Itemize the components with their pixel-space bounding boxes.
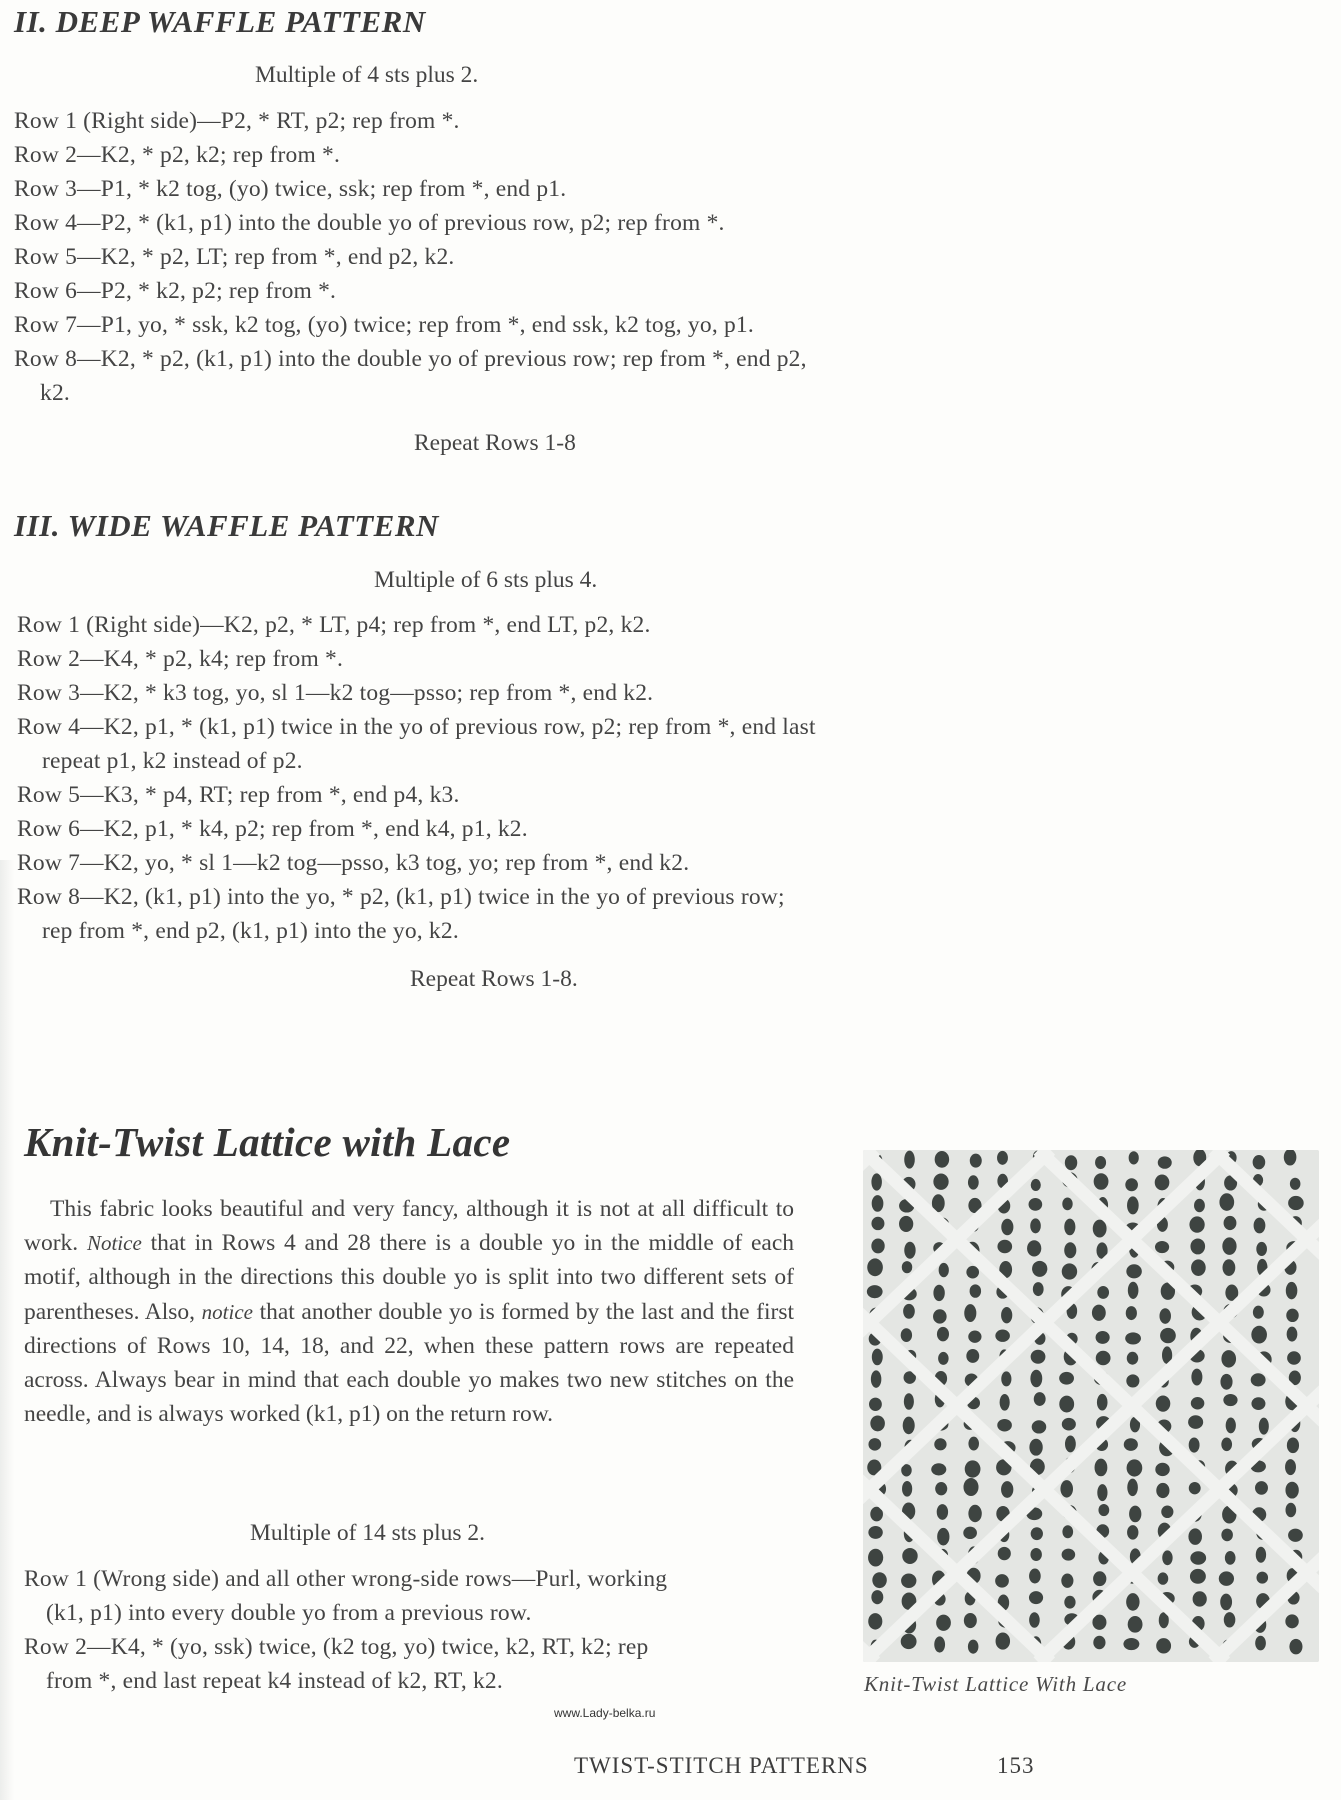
eyelet-hole [1034, 1392, 1046, 1406]
eyelet-hole [1223, 1259, 1236, 1276]
eyelet-hole [970, 1154, 982, 1168]
eyelet-hole [1094, 1173, 1109, 1190]
eyelet-hole [1289, 1639, 1302, 1655]
eyelet-hole [1126, 1264, 1141, 1278]
pattern-row-continuation: repeat p1, k2 instead of p2. [42, 748, 303, 774]
eyelet-hole [1188, 1415, 1203, 1429]
pattern-row: Row 3—P1, * k2 tog, (yo) twice, ssk; rep from *, end p1. [14, 176, 567, 202]
eyelet-hole [899, 1216, 913, 1232]
eyelet-hole [1220, 1374, 1232, 1390]
eyelet-hole [1129, 1506, 1141, 1523]
pattern-row: Row 8—K2, * p2, (k1, p1) into the double yo of previous row; rep from *, end p2, [14, 346, 807, 372]
eyelet-hole [1062, 1418, 1076, 1431]
eyelet-hole [937, 1528, 949, 1546]
lattice-title: Knit-Twist Lattice with Lace [24, 1119, 511, 1165]
eyelet-hole [995, 1574, 1009, 1587]
eyelet-hole [1223, 1394, 1237, 1406]
pattern-row: Row 3—K2, * k3 tog, yo, sl 1—k2 tog—psso; rep from *, end k2. [17, 680, 654, 706]
eyelet-hole [1096, 1351, 1111, 1366]
eyelet-hole [1062, 1263, 1077, 1279]
wide-waffle-multiple: Multiple of 6 sts plus 4. [374, 567, 598, 593]
lattice-intro-paragraph [24, 1192, 794, 1431]
swatch-background [863, 1150, 1319, 1662]
eyelet-hole [1062, 1198, 1072, 1211]
eyelet-hole [938, 1352, 949, 1365]
eyelet-hole [1156, 1396, 1171, 1412]
page-number: 153 [997, 1753, 1035, 1778]
eyelet-hole [1191, 1397, 1205, 1409]
eyelet-hole [1158, 1572, 1169, 1584]
eyelet-hole [904, 1393, 914, 1410]
eyelet-hole [931, 1463, 946, 1475]
eyelet-hole [1096, 1331, 1110, 1344]
eyelet-hole [1254, 1218, 1266, 1234]
eyelet-hole [1097, 1484, 1107, 1501]
eyelet-hole [1029, 1198, 1043, 1211]
eyelet-hole [1065, 1155, 1077, 1170]
eyelet-hole [872, 1572, 886, 1588]
eyelet-hole [1155, 1241, 1169, 1253]
eyelet-hole [933, 1309, 947, 1323]
eyelet-hole [1224, 1216, 1237, 1230]
eyelet-hole [902, 1481, 912, 1497]
eyelet-hole [1224, 1612, 1236, 1627]
photo-caption: Knit-Twist Lattice With Lace [864, 1672, 1127, 1696]
eyelet-hole [1225, 1551, 1236, 1565]
eyelet-hole [872, 1349, 883, 1366]
eyelet-hole [963, 1527, 977, 1539]
eyelet-hole [935, 1482, 947, 1495]
eyelet-hole [1031, 1179, 1041, 1191]
eyelet-hole [1033, 1282, 1044, 1296]
eyelet-hole [871, 1217, 884, 1230]
eyelet-hole [939, 1263, 949, 1277]
eyelet-hole [1097, 1286, 1109, 1299]
eyelet-hole [970, 1284, 981, 1297]
eyelet-hole [934, 1636, 945, 1652]
eyelet-hole [1221, 1529, 1233, 1542]
eyelet-hole [871, 1590, 883, 1604]
intro-text: This fabric looks beautiful and very fancy, although it is not at all difficult to work. [24, 1196, 794, 1257]
eyelet-hole [966, 1266, 979, 1279]
pattern-row: Row 2—K4, * (yo, ssk) twice, (k2 tog, yo) twice, k2, RT, k2; rep [24, 1634, 649, 1660]
eyelet-hole [1189, 1216, 1204, 1232]
eyelet-hole [997, 1240, 1012, 1254]
eyelet-hole [868, 1438, 881, 1451]
eyelet-hole [869, 1398, 882, 1411]
eyelet-hole [1256, 1547, 1266, 1563]
notice-emphasis: notice [201, 1299, 253, 1324]
eyelet-hole [1259, 1418, 1269, 1435]
eyelet-hole [1127, 1479, 1138, 1497]
pattern-row: Row 2—K2, * p2, k2; rep from *. [14, 142, 341, 168]
eyelet-hole [1064, 1242, 1076, 1258]
eyelet-hole [968, 1640, 979, 1654]
eyelet-hole [1031, 1527, 1043, 1540]
eyelet-hole [1191, 1259, 1206, 1276]
eyelet-hole [1251, 1373, 1266, 1386]
eyelet-hole [964, 1613, 977, 1628]
eyelet-hole [1093, 1571, 1106, 1586]
deep-waffle-heading: II. DEEP WAFFLE PATTERN [14, 4, 426, 39]
eyelet-hole [997, 1419, 1012, 1432]
wide-waffle-repeat: Repeat Rows 1-8. [410, 966, 578, 992]
eyelet-hole [996, 1632, 1010, 1649]
pattern-row: Row 7—K2, yo, * sl 1—k2 tog—psso, k3 tog, yo; rep from *, end k2. [17, 850, 690, 876]
eyelet-hole [1059, 1396, 1074, 1413]
eyelet-hole [1031, 1350, 1046, 1364]
eyelet-hole [1251, 1326, 1267, 1344]
intro-text: that in Rows 4 and 28 there is a double yo in the middle of each motif, although in the directions this double yo is split into two different sets of parentheses. Also, [24, 1230, 795, 1325]
eyelet-hole [1287, 1351, 1301, 1364]
pattern-row: Row 5—K3, * p4, RT; rep from *, end p4, k3. [17, 782, 460, 808]
eyelet-hole [1001, 1307, 1012, 1323]
eyelet-hole [968, 1505, 981, 1522]
pattern-row-continuation: from *, end last repeat k4 instead of k2, RT, k2. [46, 1668, 503, 1694]
eyelet-hole [1189, 1482, 1201, 1494]
eyelet-hole [868, 1613, 882, 1629]
eyelet-hole [968, 1175, 979, 1189]
eyelet-hole [1226, 1417, 1236, 1433]
eyelet-hole [902, 1548, 917, 1564]
eyelet-hole [1060, 1480, 1073, 1497]
eyelet-hole [1125, 1178, 1138, 1191]
eyelet-hole [1256, 1572, 1268, 1584]
pattern-row: Row 5—K2, * p2, LT; rep from *, end p2, k2. [14, 244, 455, 270]
eyelet-hole [1001, 1219, 1013, 1235]
eyelet-hole [1127, 1196, 1139, 1214]
eyelet-hole [867, 1285, 883, 1298]
eyelet-hole [1030, 1370, 1042, 1388]
eyelet-hole [903, 1417, 915, 1435]
eyelet-hole [1001, 1371, 1011, 1386]
eyelet-hole [1156, 1638, 1171, 1653]
eyelet-hole [1287, 1437, 1299, 1453]
deep-waffle-multiple: Multiple of 4 sts plus 2. [255, 62, 479, 88]
eyelet-hole [1126, 1593, 1139, 1611]
eyelet-hole [1219, 1193, 1234, 1211]
eyelet-hole [963, 1478, 978, 1496]
eyelet-hole [1093, 1636, 1105, 1650]
knit-swatch-photo [863, 1150, 1319, 1662]
wide-waffle-heading: III. WIDE WAFFLE PATTERN [14, 508, 439, 543]
eyelet-hole [901, 1574, 916, 1588]
eyelet-hole [1062, 1549, 1076, 1561]
eyelet-hole [1159, 1308, 1171, 1324]
eyelet-hole [901, 1634, 917, 1649]
page-shadow-edge [0, 860, 14, 1800]
eyelet-hole [1219, 1571, 1234, 1586]
eyelet-hole [1155, 1463, 1169, 1476]
eyelet-hole [1029, 1439, 1042, 1456]
eyelet-hole [1064, 1596, 1075, 1609]
eyelet-hole [933, 1173, 948, 1189]
eyelet-hole [1188, 1528, 1202, 1545]
pattern-row: Row 1 (Wrong side) and all other wrong-side rows—Purl, working [24, 1566, 668, 1592]
eyelet-hole [1221, 1350, 1236, 1368]
eyelet-hole [1000, 1394, 1010, 1411]
eyelet-hole [1029, 1591, 1043, 1604]
eyelet-hole [871, 1370, 881, 1388]
eyelet-hole [1001, 1481, 1013, 1498]
pattern-row: Row 8—K2, (k1, p1) into the yo, * p2, (k1, p1) twice in the yo of previous row; [17, 884, 785, 910]
eyelet-hole [1032, 1261, 1047, 1277]
eyelet-hole [1253, 1306, 1264, 1319]
eyelet-hole [868, 1526, 882, 1539]
eyelet-hole [1128, 1282, 1139, 1299]
eyelet-hole [1285, 1614, 1298, 1628]
eyelet-hole [1062, 1525, 1073, 1538]
eyelet-hole [1127, 1459, 1143, 1476]
eyelet-hole [968, 1437, 979, 1451]
eyelet-hole [871, 1238, 884, 1253]
eyelet-hole [998, 1547, 1011, 1560]
eyelet-hole [871, 1173, 881, 1190]
pattern-row: Row 1 (Right side)—P2, * RT, p2; rep from *. [14, 108, 460, 134]
eyelet-hole [1029, 1612, 1040, 1628]
pattern-row: Row 7—P1, yo, * ssk, k2 tog, (yo) twice; rep from *, end ssk, k2 tog, yo, p1. [14, 312, 754, 338]
eyelet-hole [1255, 1481, 1268, 1495]
pattern-row-continuation: rep from *, end p2, (k1, p1) into the yo, k2. [42, 918, 459, 944]
eyelet-hole [936, 1615, 951, 1631]
eyelet-hole [1093, 1220, 1107, 1238]
eyelet-hole [1127, 1352, 1138, 1365]
eyelet-hole [1288, 1196, 1304, 1210]
eyelet-hole [1064, 1219, 1075, 1236]
eyelet-hole [1123, 1638, 1139, 1650]
eyelet-hole [937, 1504, 948, 1520]
pattern-row: Row 6—P2, * k2, p2; rep from *. [14, 278, 337, 304]
eyelet-hole [1285, 1459, 1296, 1475]
eyelet-hole [1190, 1569, 1206, 1584]
eyelet-hole [968, 1331, 981, 1343]
eyelet-hole [1155, 1175, 1170, 1191]
eyelet-hole [1286, 1282, 1298, 1299]
pattern-row: Row 4—K2, p1, * (k1, p1) twice in the yo of previous row, p2; rep from *, end last [17, 714, 816, 740]
eyelet-hole [1288, 1529, 1303, 1542]
pattern-row: Row 6—K2, p1, * k4, p2; rep from *, end k4, p1, k2. [17, 816, 528, 842]
eyelet-hole [1095, 1156, 1106, 1169]
eyelet-hole [997, 1151, 1008, 1165]
eyelet-hole [1030, 1218, 1041, 1233]
notice-emphasis: Notice [86, 1231, 142, 1256]
eyelet-hole [934, 1438, 946, 1450]
eyelet-hole [935, 1151, 950, 1168]
eyelet-hole [1092, 1305, 1106, 1321]
pattern-row: Row 2—K4, * p2, k4; rep from *. [17, 646, 344, 672]
eyelet-hole [903, 1304, 915, 1319]
lattice-lace-illustration [863, 1150, 1319, 1662]
eyelet-hole [902, 1261, 912, 1273]
eyelet-hole [1251, 1397, 1265, 1410]
eyelet-hole [867, 1258, 883, 1276]
eyelet-hole [1095, 1459, 1108, 1477]
eyelet-hole [1124, 1438, 1138, 1451]
running-footer-chapter: TWIST-STITCH PATTERNS [574, 1753, 869, 1778]
eyelet-hole [1190, 1551, 1206, 1564]
eyelet-hole [1059, 1372, 1074, 1385]
eyelet-hole [1129, 1151, 1139, 1164]
eyelet-hole [1097, 1394, 1108, 1411]
eyelet-hole [1032, 1420, 1047, 1433]
eyelet-hole [872, 1195, 884, 1212]
eyelet-hole [1221, 1438, 1232, 1452]
eyelet-hole [1098, 1504, 1109, 1516]
eyelet-hole [1220, 1594, 1232, 1611]
eyelet-hole [1061, 1573, 1073, 1587]
eyelet-hole [904, 1242, 915, 1259]
eyelet-hole [995, 1330, 1010, 1342]
eyelet-hole [870, 1415, 885, 1431]
watermark-url: www.Lady-belka.ru [554, 1706, 656, 1720]
eyelet-hole [966, 1349, 979, 1363]
eyelet-hole [904, 1151, 915, 1169]
eyelet-hole [1256, 1242, 1267, 1256]
eyelet-hole [1286, 1309, 1298, 1322]
eyelet-hole [1127, 1525, 1138, 1540]
eyelet-hole [1128, 1616, 1143, 1633]
eyelet-hole [1027, 1240, 1041, 1256]
eyelet-hole [1161, 1506, 1173, 1519]
eyelet-hole [1189, 1437, 1200, 1452]
eyelet-hole [933, 1285, 944, 1301]
eyelet-hole [1222, 1237, 1236, 1255]
eyelet-hole [1191, 1369, 1202, 1386]
eyelet-hole [1190, 1238, 1205, 1254]
lattice-multiple: Multiple of 14 sts plus 2. [250, 1520, 486, 1546]
eyelet-hole [1158, 1156, 1172, 1168]
eyelet-hole [1285, 1503, 1296, 1518]
pattern-row-continuation: (k1, p1) into every double yo from a previous row. [46, 1600, 532, 1626]
eyelet-hole [1255, 1636, 1266, 1651]
pattern-row: Row 4—P2, * (k1, p1) into the double yo of previous row, p2; rep from *. [14, 210, 725, 236]
intro-text: that another double yo is formed by the last and the first directions of Rows 10, 14, 18, and 22, when these pattern rows are repeated across. Always bear in mind that each double yo makes two new stitches on the needle, and is always worked (k1, p1) on the return row. [24, 1298, 795, 1428]
eyelet-hole [1160, 1328, 1176, 1343]
deep-waffle-repeat: Repeat Rows 1-8 [414, 430, 576, 456]
eyelet-hole [1194, 1199, 1205, 1212]
eyelet-hole [1030, 1548, 1041, 1561]
eyelet-hole [1065, 1436, 1076, 1453]
eyelet-hole [1125, 1332, 1141, 1344]
eyelet-hole [937, 1327, 949, 1342]
eyelet-hole [1162, 1550, 1172, 1565]
eyelet-hole [964, 1304, 976, 1322]
eyelet-hole [1253, 1155, 1266, 1169]
eyelet-hole [1290, 1178, 1301, 1190]
eyelet-hole [1285, 1482, 1298, 1499]
eyelet-hole [1126, 1374, 1139, 1387]
eyelet-hole [868, 1549, 883, 1567]
pattern-row-continuation: k2. [40, 380, 70, 406]
eyelet-hole [901, 1328, 912, 1342]
pattern-row: Row 1 (Right side)—K2, p2, * LT, p4; rep from *, end LT, p2, k2. [17, 612, 651, 638]
eyelet-hole [1156, 1483, 1169, 1498]
eyelet-hole [1029, 1569, 1041, 1584]
eyelet-hole [1193, 1591, 1207, 1606]
eyelet-hole [1126, 1306, 1137, 1320]
eyelet-hole [965, 1460, 981, 1477]
eyelet-hole [1287, 1327, 1298, 1342]
